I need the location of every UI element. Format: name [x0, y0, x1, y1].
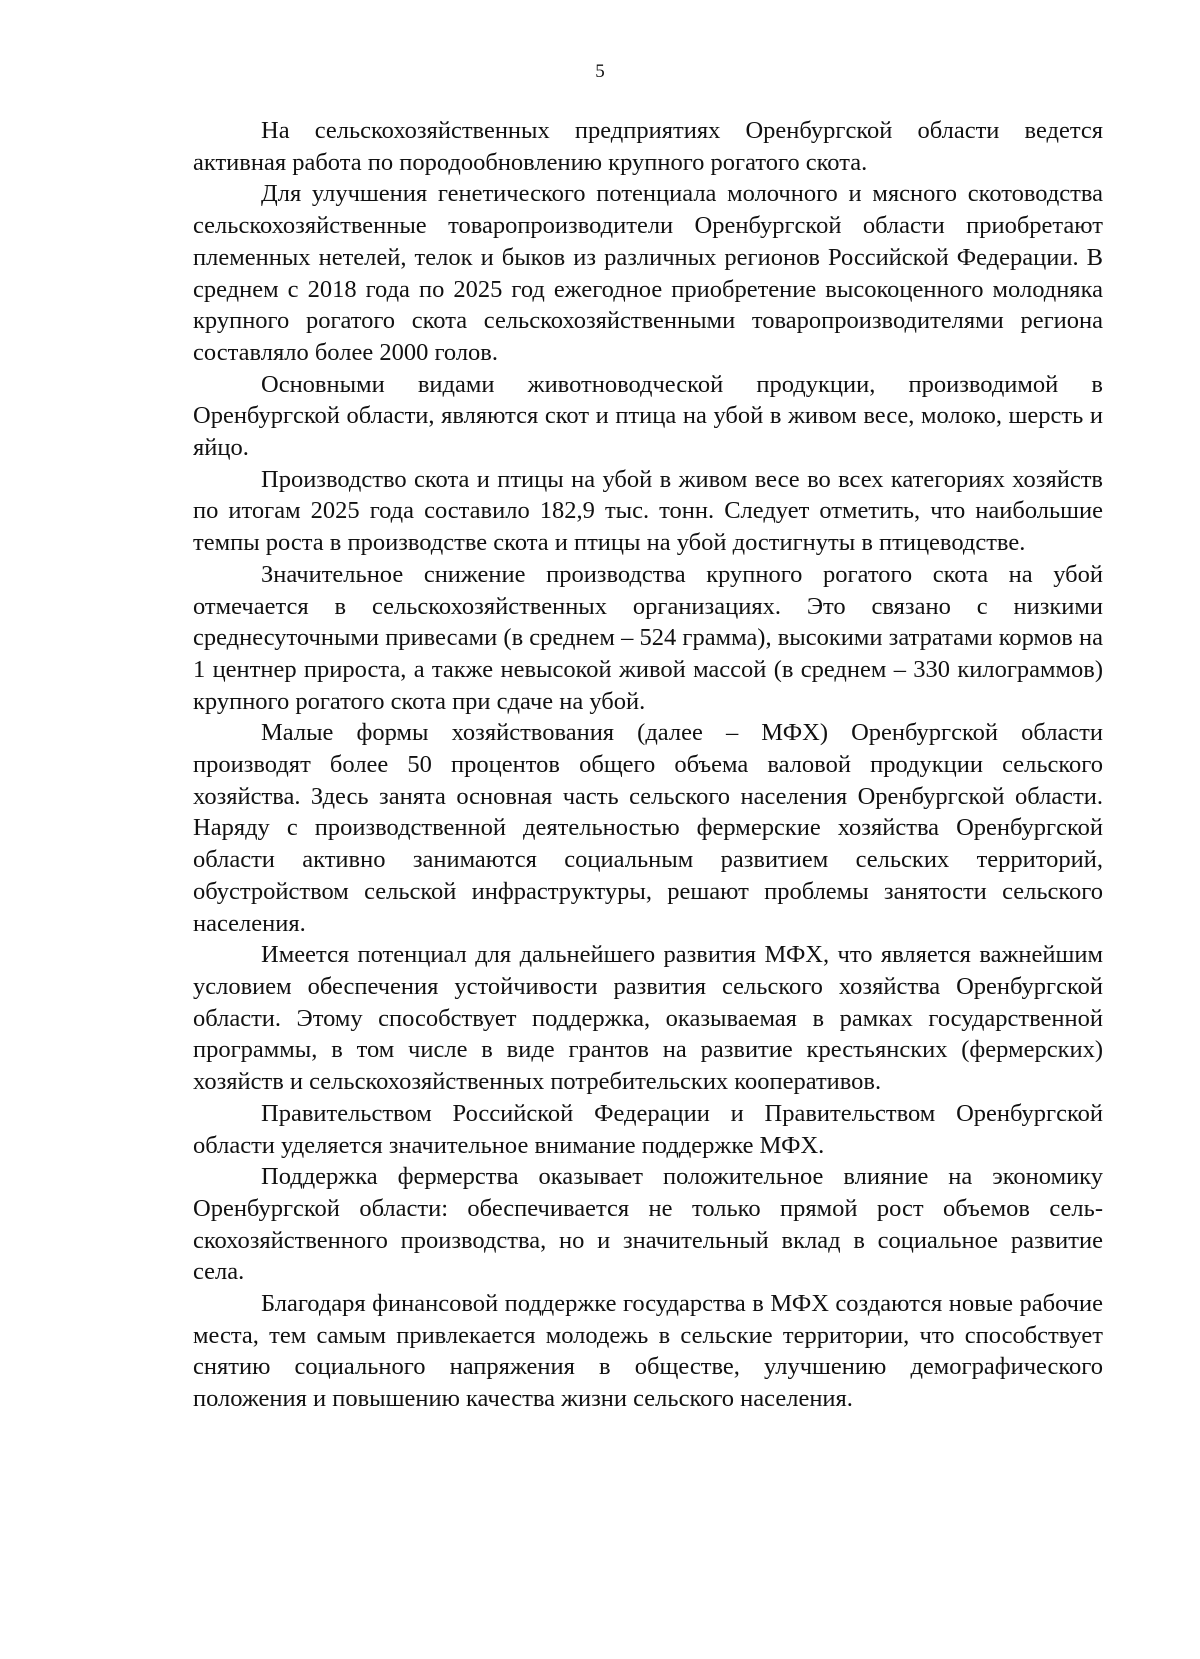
- paragraph: Для улучшения генетического потенциала молочного и мясного скотоводства сельскохозяйственные товаропроизводители Оренбургской области приобретают племенных нетелей, телок и быков из различных регионов Российской Федерации. В среднем с 2018 года по 2025 год ежегодное приобретение высокоценного молодняка крупного рогатого скота сельскохозяйственными товаропроизводителями региона составляло более 2000 голов.: [193, 180, 1103, 366]
- page-number: 5: [595, 61, 605, 82]
- paragraph: Основными видами животноводческой продукции, производимой в Оренбургской области, являются скот и птица на убой в живом весе, молоко, шерсть и яйцо.: [193, 370, 1103, 462]
- paragraph: Правительством Российской Федерации и Правительством Оренбургской области уделяется значительное внимание поддержке МФХ.: [193, 1099, 1103, 1159]
- paragraph: Значительное снижение производства крупного рогатого скота на убой отмечается в сельскохозяйственных организациях. Это связано с низкими среднесуточными привесами (в среднем – 524 грамма), высокими затратами кормов на 1 центнер прироста, а также невысокой живой массой (в среднем – 330 килограммов) крупного рогатого скота при сдаче на убой.: [193, 560, 1103, 715]
- paragraph: Поддержка фермерства оказывает положительное влияние на экономику Оренбургской области: обеспечивается не только прямой рост объемов сельскохозяйственного производства, но и значительный вклад в социальное развитие села.: [193, 1163, 1103, 1286]
- document-body: [193, 115, 1103, 1415]
- paragraph: Производство скота и птицы на убой в живом весе во всех категориях хозяйств по итогам 2025 года составило 182,9 тыс. тонн. Следует отметить, что наибольшие темпы роста в производстве скота и птицы на убой достигнуты в птицеводстве.: [193, 465, 1103, 557]
- paragraph: Имеется потенциал для дальнейшего развития МФХ, что является важнейшим условием обеспечения устойчивости развития сельского хозяйства Оренбургской области. Этому способствует поддержка, оказываемая в рамках государственной программы, в том числе в виде грантов на развитие крестьянских (фермерских) хозяйств и сельскохозяйственных потребительских кооперативов.: [193, 941, 1103, 1096]
- paragraph: На сельскохозяйственных предприятиях Оренбургской области ведется активная работа по породообновлению крупного рогатого скота.: [193, 117, 1103, 176]
- paragraph: Благодаря финансовой поддержке государства в МФХ создаются новые рабочие места, тем самым привлекается молодежь в сельские территории, что способствует снятию социального напряжения в обществе, улучшению демографического положения и повышению качества жизни сельского населения.: [193, 1290, 1103, 1413]
- paragraph: Малые формы хозяйствования (далее – МФХ) Оренбургской области производят более 50 процентов общего объема валовой продукции сельского хозяйства. Здесь занята основная часть сельского населения Оренбургской области. Наряду с производственной деятельностью фермерские хозяйства Оренбургской области активно занимаются социальным развитием сельских территорий, обустройством сельской инфраструктуры, решают проблемы занятости сельского населения.: [193, 719, 1103, 937]
